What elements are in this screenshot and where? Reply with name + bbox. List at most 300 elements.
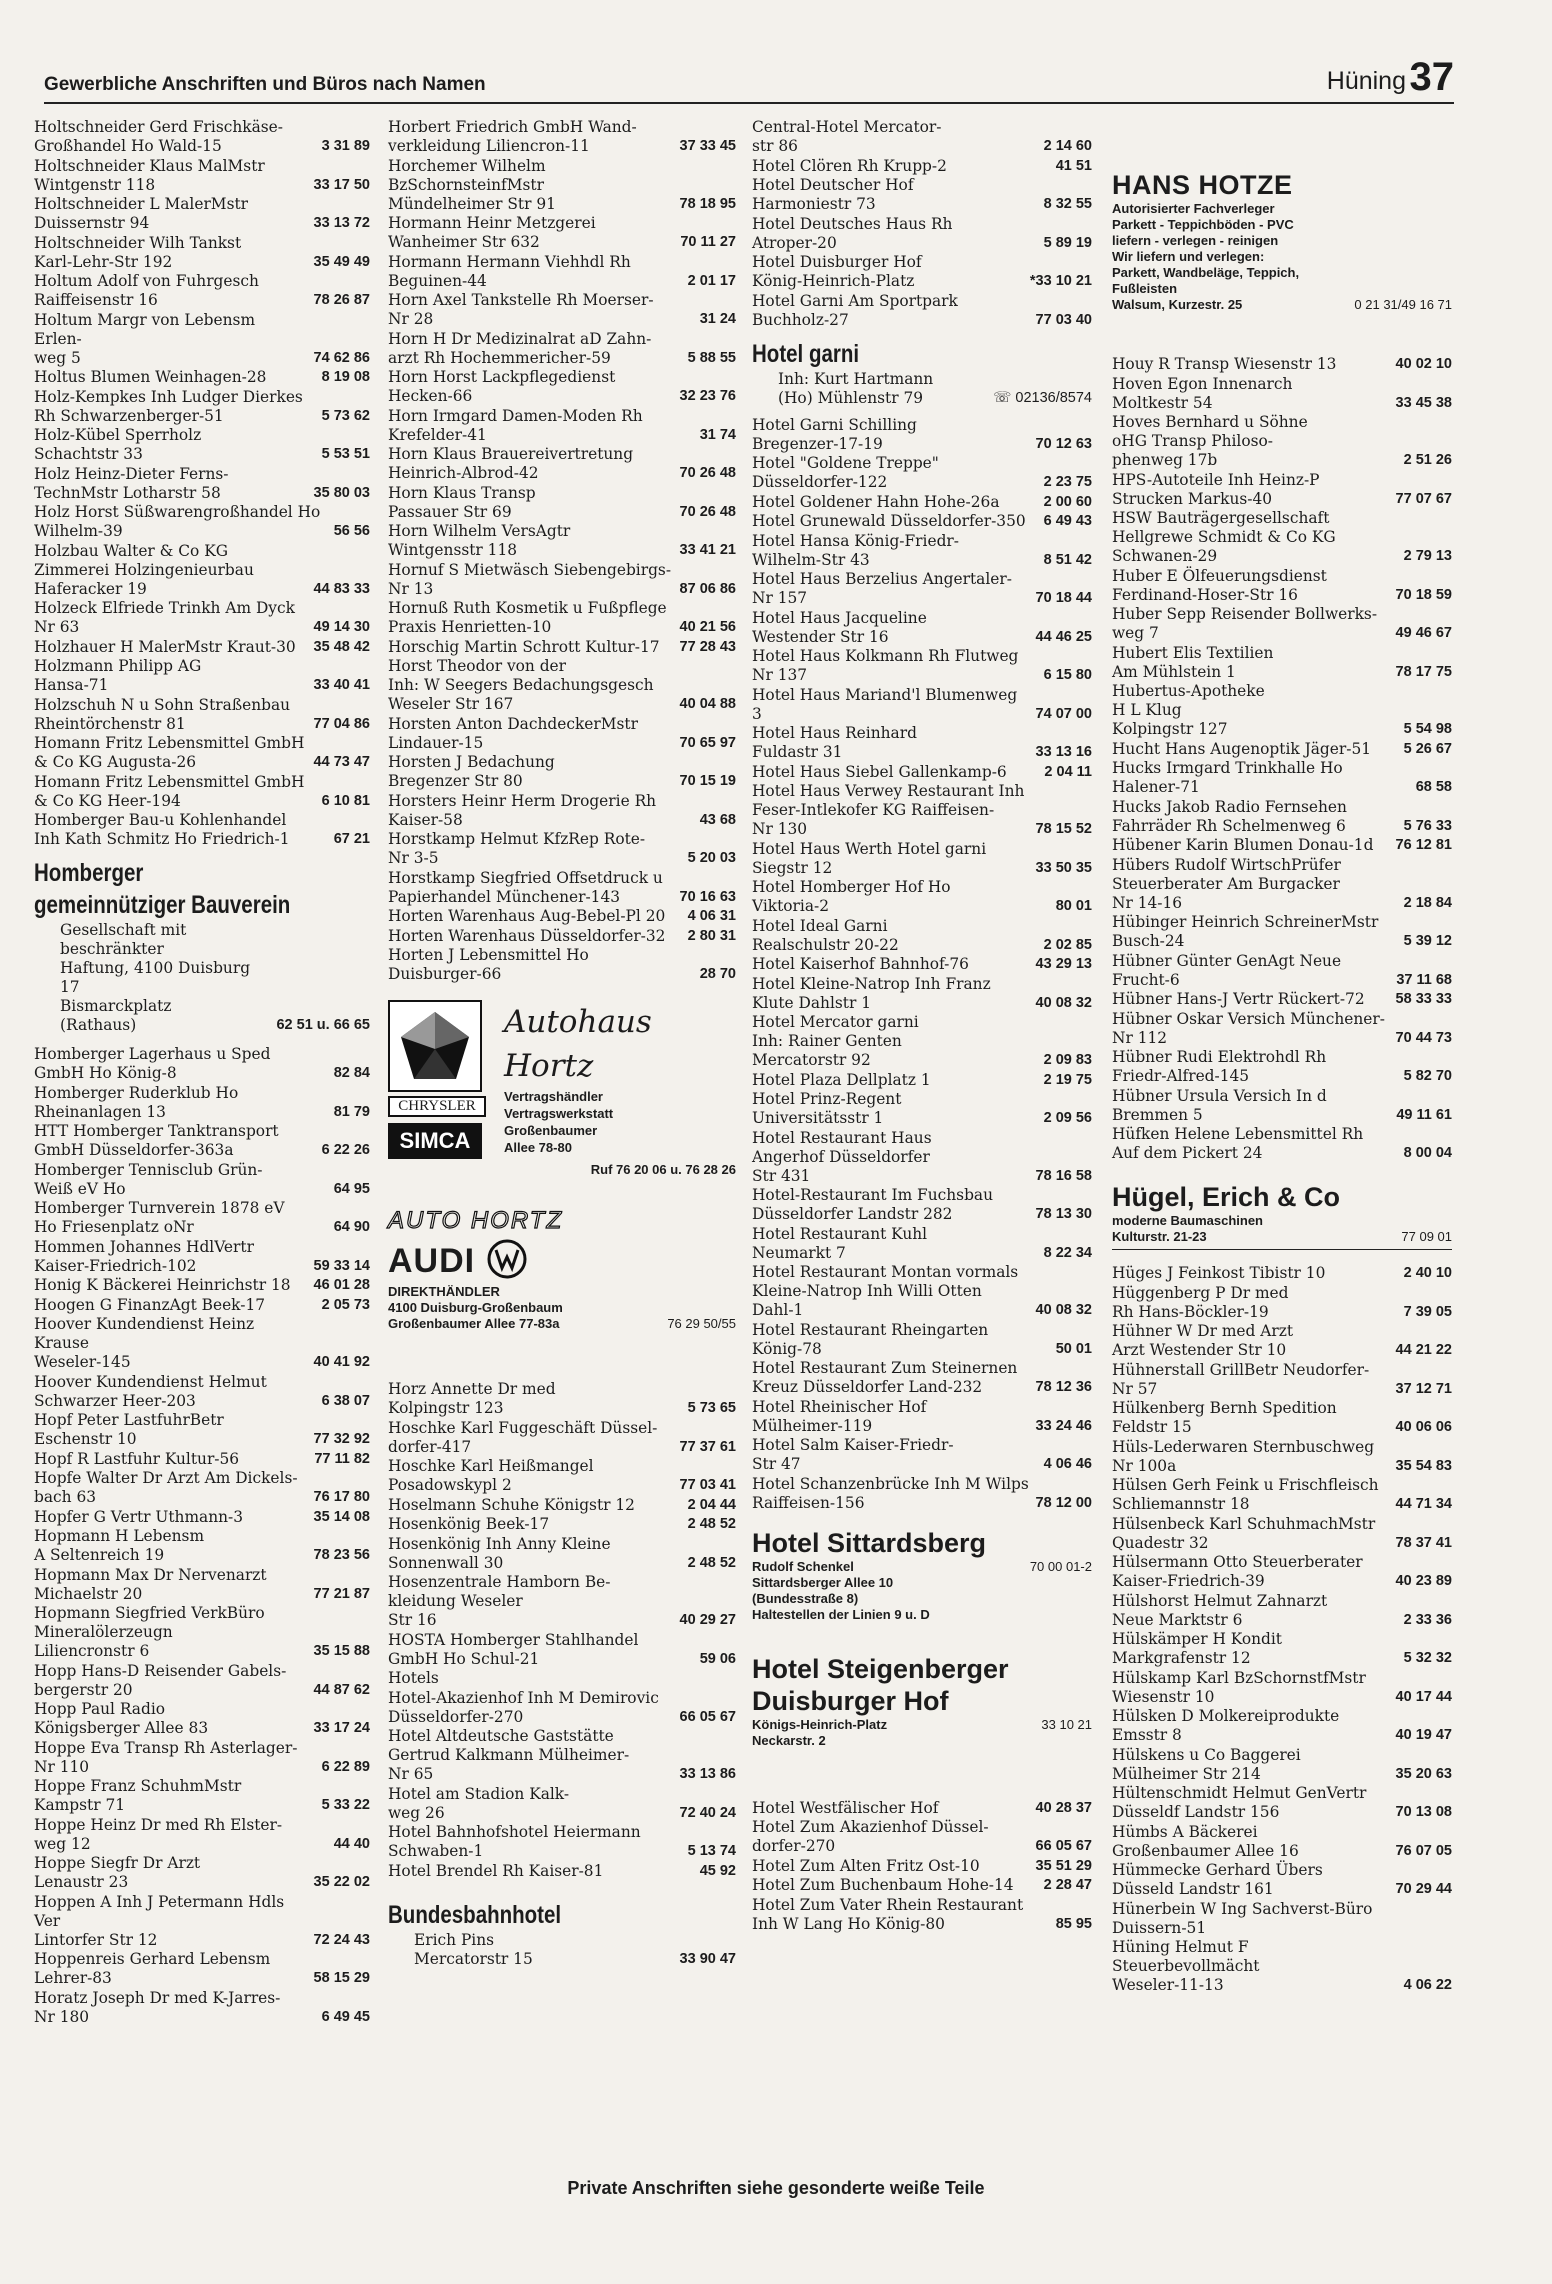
entry-text: Hübener Karin Blumen Donau-1d [1112, 836, 1374, 854]
entry-text: Hosenkönig Beek-17 [388, 1515, 550, 1533]
directory-entry [34, 1296, 370, 1315]
entry-phone: 33 17 24 [313, 1720, 370, 1736]
entry-text: Hotel Restaurant Rheingarten König-78 [752, 1320, 989, 1358]
directory-entry [34, 368, 370, 387]
entry-phone: 49 46 67 [1395, 625, 1452, 641]
entry-text: Holzeck Elfriede Trinkh Am Dyck Nr 63 [34, 599, 295, 636]
entry-phone: 70 18 44 [1035, 590, 1092, 606]
directory-entry [34, 1739, 370, 1777]
directory-entry [388, 1496, 736, 1515]
directory-entry [388, 792, 736, 830]
entry-text: Horn H Dr Medizinalrat aD Zahn- arzt Rh Hochemmericher-59 [388, 329, 652, 367]
entry-text: Horten Warenhaus Düsseldorfer-32 [388, 926, 666, 945]
column-1 [34, 118, 370, 2027]
directory-entry [1112, 1010, 1452, 1048]
entry-text: Honig K Bäckerei Heinrichstr 18 [34, 1276, 291, 1294]
entry-phone: 44 73 47 [313, 754, 370, 770]
directory-entry [34, 1566, 370, 1604]
directory-entry [752, 1225, 1092, 1263]
directory-entry [34, 1700, 370, 1738]
entry-text: Hühner W Dr med Arzt Arzt Westender Str 10 [1112, 1322, 1294, 1359]
directory-entry [388, 927, 736, 946]
entry-phone: 35 22 02 [313, 1874, 370, 1890]
entry-text: Hülsermann Otto Steuerberater Kaiser-Friedrich-39 [1112, 1553, 1363, 1590]
entry-phone: 2 09 83 [1043, 1052, 1092, 1068]
entry-text: Hoppenreis Gerhard Lebensm Lehrer-83 [34, 1950, 271, 1987]
entry-phone: 78 37 41 [1395, 1534, 1452, 1551]
entry-text: Hülskämper H Kondit Markgrafenstr 12 [1112, 1630, 1282, 1667]
directory-entry [1112, 355, 1452, 374]
hans-hotze-ad [1112, 170, 1452, 313]
directory-entry [752, 1071, 1092, 1090]
entry-text: Homberger Turnverein 1878 eV Ho Friesenplatz oNr [34, 1199, 285, 1236]
entry-text: Horstkamp Helmut KfzRep Rote- Nr 3-5 [388, 830, 646, 867]
entry-text: Hopfer G Vertr Uthmann-3 [34, 1507, 244, 1526]
entry-text: Holtschneider Wilh Tankst Karl-Lehr-Str 192 [34, 233, 242, 271]
directory-entry [752, 176, 1092, 214]
entry-text: Holzbau Walter & Co KG Zimmerei Holzingenieurbau Haferacker 19 [34, 541, 254, 598]
entry-phone: 5 73 65 [687, 1400, 736, 1416]
entry-phone: 5 33 22 [321, 1797, 370, 1813]
directory-entry [388, 484, 736, 522]
entry-phone: 56 56 [333, 523, 370, 539]
directory-entry [752, 878, 1092, 916]
entry-text: Hotel Salm Kaiser-Friedr- Str 47 [752, 1436, 954, 1473]
entry-text: Hotel Ideal Garni Realschulstr 20-22 [752, 916, 899, 954]
entry-text: Horsten Anton DachdeckerMstr Lindauer-15 [388, 714, 638, 752]
entry-text: Hotel Haus Verwey Restaurant Inh Feser-Intlekofer KG Raiffeisen- Nr 130 [752, 782, 1025, 838]
steigenberger-address: Königs-Heinrich-Platz [752, 1716, 888, 1732]
audi-ad-heading: AUTO HORTZ [388, 1207, 564, 1234]
directory-entry [1112, 1553, 1452, 1591]
entry-phone: 41 51 [1055, 157, 1092, 174]
entry-phone: 35 49 49 [313, 253, 370, 270]
steigenberger-address-row [752, 1717, 1092, 1733]
directory-entry [34, 1045, 370, 1083]
directory-entry [1112, 1284, 1452, 1322]
entry-phone: 44 87 62 [313, 1681, 370, 1698]
directory-entry [388, 1785, 736, 1823]
entry-text: Hopf R Lastfuhr Kultur-56 [34, 1449, 240, 1468]
directory-entry [34, 1373, 370, 1411]
directory-entry [1112, 375, 1452, 413]
hortz-title: Autohaus Hortz [504, 1004, 652, 1084]
directory-entry [388, 1823, 736, 1861]
entry-text: Hopmann H Lebensm A Seltenreich 19 [34, 1527, 205, 1564]
entry-phone: 80 01 [1055, 898, 1092, 914]
entry-list [1112, 1264, 1452, 1995]
entry-phone: 40 21 56 [679, 619, 736, 635]
homberger-subheading: gemeinnütziger Bauverein [34, 891, 291, 919]
directory-entry [1112, 1361, 1452, 1399]
entry-text: Hotel Kleine-Natrop Inh Franz Klute Dahlstr 1 [752, 974, 991, 1012]
entry-text: Hotel Zum Buchenbaum Hohe-14 [752, 1876, 1014, 1894]
entry-text: Huber E Ölfeuerungsdienst Ferdinand-Hoser-Str 16 [1112, 566, 1327, 604]
entry-text: Horatz Joseph Dr med K-Jarres- Nr 180 [34, 1988, 281, 2026]
directory-entry [34, 272, 370, 310]
directory-entry [388, 561, 736, 599]
entry-text: Horn Klaus Brauereivertretung Heinrich-Albrod-42 [388, 445, 634, 482]
entry-text: Hoppe Siegfr Dr Arzt Lenaustr 23 [34, 1854, 201, 1891]
directory-entry [1112, 759, 1452, 797]
entry-phone: 3 31 89 [321, 138, 370, 154]
entry-text: Hucht Hans Augenoptik Jäger-51 [1112, 739, 1372, 758]
entry-phone: 6 22 89 [321, 1758, 370, 1775]
directory-entry [752, 724, 1092, 762]
entry-phone: 78 26 87 [313, 292, 370, 308]
entry-text: Houy R Transp Wiesenstr 13 [1112, 355, 1337, 373]
entry-text: Homberger Tennisclub Grün- Weiß eV Ho [34, 1160, 263, 1198]
entry-phone: 40 23 89 [1395, 1573, 1452, 1589]
directory-entry [1112, 1861, 1452, 1899]
header-running-name: Hüning [1326, 67, 1406, 95]
entry-phone: 72 40 24 [679, 1804, 736, 1821]
entry-phone: 70 16 63 [679, 888, 736, 905]
directory-entry [388, 253, 736, 291]
entry-text: Holz-Kübel Sperrholz Schachtstr 33 [34, 426, 202, 463]
entry-text: Hotel Haus Reinhard Fuldastr 31 [752, 724, 917, 761]
directory-entry [1112, 1900, 1452, 1938]
entry-text: HPS-Autoteile Inh Heinz-P Strucken Markus-40 [1112, 470, 1320, 508]
entry-text: Horn Wilhelm VersAgtr Wintgensstr 118 [388, 522, 571, 559]
directory-entry [34, 599, 370, 637]
entry-text: Horten Warenhaus Aug-Bebel-Pl 20 [388, 907, 666, 925]
hortz-phone: Ruf 76 20 06 u. 76 28 26 [590, 1162, 736, 1177]
entry-text: Holzmann Philipp AG Hansa-71 [34, 657, 202, 694]
entry-phone: 40 17 44 [1395, 1688, 1452, 1705]
entry-phone: 66 05 67 [679, 1708, 736, 1725]
entry-phone: 6 15 80 [1043, 667, 1092, 683]
entry-text: Hotel Haus Berzelius Angertaler- Nr 157 [752, 570, 1012, 607]
directory-entry [34, 1777, 370, 1815]
entry-phone: 78 23 56 [313, 1547, 370, 1563]
entry-phone: 35 15 88 [313, 1643, 370, 1659]
header-section-title: Gewerbliche Anschriften und Büros nach Namen [44, 74, 486, 95]
directory-entry [34, 1604, 370, 1661]
entry-phone: 8 22 34 [1043, 1244, 1092, 1261]
audi-address-row [388, 1316, 736, 1332]
directory-entry [34, 1199, 370, 1237]
directory-entry [34, 696, 370, 734]
entry-phone: 2 05 73 [321, 1296, 370, 1313]
directory-entry [752, 416, 1092, 454]
entry-phone: 40 29 27 [679, 1612, 736, 1628]
entry-phone: 2 51 26 [1403, 452, 1452, 468]
entry-phone: 2 48 52 [687, 1516, 736, 1532]
entry-text: Hotel Clören Rh Krupp-2 [752, 156, 947, 175]
audi-logo: AUDI [388, 1242, 476, 1280]
entry-phone: 33 40 41 [313, 677, 370, 693]
entry-text: Hüfken Helene Lebensmittel Rh Auf dem Pickert 24 [1112, 1125, 1364, 1162]
entry-phone: 77 04 86 [313, 715, 370, 732]
directory-entry [34, 311, 370, 368]
entry-text: Hotel Brendel Rh Kaiser-81 [388, 1861, 604, 1880]
entry-phone: 8 51 42 [1043, 551, 1092, 568]
directory-entry [34, 1893, 370, 1950]
entry-text: Erich Pins Mercatorstr 15 [414, 1930, 533, 1968]
huegel-address-row [1112, 1229, 1452, 1250]
entry-phone: 33 24 46 [1035, 1417, 1092, 1434]
audi-phone: 76 29 50/55 [667, 1316, 736, 1331]
hortz-line: Großenbaumer [504, 1123, 598, 1138]
entry-text: Hotel Haus Werth Hotel garni Siegstr 12 [752, 839, 987, 877]
entry-phone: 67 21 [333, 831, 370, 847]
entry-phone: 31 24 [699, 311, 736, 327]
entry-phone: 5 53 51 [321, 446, 370, 462]
directory-entry [752, 1436, 1092, 1474]
directory-entry [34, 1662, 370, 1700]
entry-phone: 77 21 87 [313, 1585, 370, 1602]
entry-phone: 77 03 40 [1035, 311, 1092, 328]
huegel-address: Kulturstr. 21-23 [1112, 1229, 1207, 1244]
entry-phone: 6 49 45 [321, 2008, 370, 2025]
entry-list [752, 118, 1092, 330]
entry-text: HTT Homberger Tanktransport GmbH Düsseldorfer-363a [34, 1122, 279, 1159]
entry-phone: 78 12 36 [1035, 1379, 1092, 1395]
entry-text: Hucks Irmgard Trinkhalle Ho Halener-71 [1112, 759, 1343, 796]
entry-text: Hotel Restaurant Haus Angerhof Düsseldorfer Str 431 [752, 1128, 932, 1185]
entry-phone: 40 41 92 [313, 1354, 370, 1370]
entry-list [34, 118, 370, 849]
hotze-line: liefern - verlegen - reinigen [1112, 233, 1279, 248]
hortz-info [488, 1000, 736, 1177]
entry-list [752, 1799, 1092, 1934]
entry-text: HOSTA Homberger Stahlhandel GmbH Ho Schul-21 [388, 1630, 639, 1668]
directory-entry [1112, 1784, 1452, 1822]
sittardsberg-name-row [752, 1559, 1092, 1575]
entry-list [34, 1045, 370, 2027]
hotze-line: Autorisierter Fachverleger [1112, 201, 1275, 216]
entry-text: Hülsen Gerh Feink u Frischfleisch Schliemannstr 18 [1112, 1476, 1379, 1513]
directory-entry [34, 773, 370, 811]
directory-entry [388, 291, 736, 329]
directory-entry [1112, 605, 1452, 643]
entry-text: Gesellschaft mit beschränkter Haftung, 4100 Duisburg 17 Bismarckplatz (Rathaus) [60, 921, 251, 1034]
entry-phone: 59 06 [699, 1650, 736, 1667]
steigenberger-title: Hotel Steigenberger [752, 1653, 1009, 1684]
entry-phone: 33 17 50 [313, 176, 370, 193]
directory-entry [388, 1862, 736, 1881]
entry-text: Hoppe Franz SchuhmMstr Kampstr 71 [34, 1777, 242, 1814]
directory-entry [388, 715, 736, 753]
entry-phone: 2 04 11 [1044, 763, 1092, 780]
entry-list [388, 1380, 736, 1881]
entry-phone: 87 06 86 [679, 580, 736, 597]
entry-phone: 2 19 75 [1043, 1071, 1092, 1088]
chrysler-label: CHRYSLER [388, 1096, 486, 1117]
entry-phone: 2 04 44 [687, 1496, 736, 1513]
directory-entry [34, 195, 370, 233]
steigenberger-line: Neckarstr. 2 [752, 1732, 826, 1748]
audi-hortz-ad [388, 1207, 736, 1332]
entry-text: Hommen Johannes HdlVertr Kaiser-Friedrich-102 [34, 1237, 254, 1275]
entry-phone: 62 51 u. 66 65 [276, 1017, 370, 1033]
entry-text: Hoschke Karl Fuggeschäft Düssel- dorfer-417 [388, 1418, 658, 1456]
entry-phone: 72 24 43 [313, 1931, 370, 1948]
entry-text: Hüges J Feinkost Tibistr 10 [1112, 1264, 1326, 1282]
entry-text: Hosenkönig Inh Anny Kleine Sonnenwall 30 [388, 1534, 611, 1572]
entry-text: Hotel-Restaurant Im Fuchsbau Düsseldorfer Landstr 282 [752, 1186, 994, 1223]
directory-entry [34, 1122, 370, 1160]
entry-phone: 70 12 63 [1035, 435, 1092, 452]
entry-text: Hübner Ursula Versich In d Bremmen 5 [1112, 1086, 1327, 1124]
entry-phone: 40 02 10 [1395, 356, 1452, 372]
entry-phone: 2 28 47 [1043, 1877, 1092, 1893]
entry-phone: 5 26 67 [1403, 740, 1452, 757]
directory-entry [752, 686, 1092, 724]
entry-phone: 58 33 33 [1395, 991, 1452, 1007]
entry-phone: 74 07 00 [1035, 705, 1092, 722]
entry-text: Hopmann Siegfried VerkBüro Mineralölerzeugn Liliencronstr 6 [34, 1604, 265, 1660]
entry-phone: 33 13 16 [1035, 744, 1092, 760]
directory-entry [1112, 836, 1452, 855]
sittardsberg-line: Sittardsberger Allee 10 [752, 1574, 894, 1590]
directory-entry [34, 118, 370, 156]
directory-entry [34, 1084, 370, 1122]
directory-entry [1112, 1592, 1452, 1630]
directory-entry [34, 1950, 370, 1988]
directory-entry [388, 1535, 736, 1573]
directory-entry [34, 1854, 370, 1892]
column-4 [1112, 118, 1452, 1996]
entry-phone: 77 07 67 [1395, 490, 1452, 507]
entry-phone: 70 26 48 [679, 503, 736, 520]
entry-text: Hülshorst Helmut Zahnarzt Neue Marktstr 6 [1112, 1591, 1328, 1629]
entry-text: Homberger Bau-u Kohlenhandel Inh Kath Schmitz Ho Friedrich-1 [34, 811, 290, 848]
entry-phone: 44 46 25 [1035, 628, 1092, 645]
entry-phone: 28 70 [699, 966, 736, 982]
entry-text: Horn Axel Tankstelle Rh Moerser- Nr 28 [388, 291, 654, 328]
hotel-sittardsberg-ad [752, 1527, 1092, 1623]
directory-entry [34, 1276, 370, 1295]
hotze-title: HANS HOTZE [1112, 170, 1293, 200]
entry-text: Horst Theodor von der Inh: W Seegers Bedachungsgesch Weseler Str 167 [388, 657, 654, 713]
huegel-title: Hügel, Erich & Co [1112, 1182, 1341, 1212]
entry-phone: 44 83 33 [313, 580, 370, 597]
entry-phone: 85 95 [1055, 1915, 1092, 1932]
directory-entry [752, 1090, 1092, 1128]
directory-entry [34, 542, 370, 599]
entry-text: Hotel Homberger Hof Ho Viktoria-2 [752, 878, 951, 915]
directory-entry [752, 1013, 1092, 1070]
entry-text: Hüggenberg P Dr med Rh Hans-Böckler-19 [1112, 1283, 1289, 1321]
entry-phone: 78 18 95 [679, 195, 736, 212]
entry-phone: 74 62 86 [313, 349, 370, 366]
directory-entry [752, 253, 1092, 291]
directory-entry [34, 811, 370, 849]
entry-phone: 5 20 03 [687, 850, 736, 866]
entry-phone: 5 76 33 [1403, 817, 1452, 834]
homberger-heading: Homberger [34, 859, 144, 887]
directory-entry [34, 1161, 370, 1199]
entry-text: Hotel Bahnhofshotel Heiermann Schwaben-1 [388, 1823, 641, 1860]
huegel-line: moderne Baumaschinen [1112, 1213, 1263, 1228]
entry-text: Hotel "Goldene Treppe" Düsseldorfer-122 [752, 454, 939, 491]
entry-text: Hotel Kaiserhof Bahnhof-76 [752, 955, 969, 973]
directory-entry [1112, 1048, 1452, 1086]
sittardsberg-name: Rudolf Schenkel [752, 1558, 854, 1574]
steigenberger-subtitle: Duisburger Hof [752, 1685, 949, 1716]
entry-phone: 46 01 28 [313, 1277, 370, 1293]
entry-phone: 35 80 03 [313, 484, 370, 501]
directory-entry [34, 157, 370, 195]
hotze-phone: 0 21 31/49 16 71 [1354, 297, 1452, 312]
directory-entry [752, 532, 1092, 570]
entry-phone: 70 26 48 [679, 465, 736, 481]
entry-phone: 5 54 98 [1403, 721, 1452, 737]
entry-phone: 44 21 22 [1395, 1342, 1452, 1358]
directory-entry [752, 609, 1092, 647]
directory-entry [34, 1508, 370, 1527]
entry-text: Homann Fritz Lebensmittel GmbH & Co KG Augusta-26 [34, 734, 305, 771]
entry-phone: 6 10 81 [321, 792, 370, 809]
entry-phone: 49 14 30 [313, 619, 370, 635]
directory-entry [1112, 1823, 1452, 1861]
directory-entry [1112, 856, 1452, 913]
column-3 [752, 118, 1092, 1934]
entry-phone: 2 79 13 [1403, 548, 1452, 564]
entry-text: Hüning Helmut F Steuerbevollmächt Weseler-11-13 [1112, 1938, 1260, 1994]
entry-text: Hotel Garni Schilling Bregenzer-17-19 [752, 415, 917, 453]
entry-text: Hotel Garni Am Sportpark Buchholz-27 [752, 291, 958, 329]
entry-phone: 59 33 14 [313, 1257, 370, 1274]
entry-phone: 50 01 [1055, 1340, 1092, 1357]
entry-text: Hoogen G FinanzAgt Beek-17 [34, 1295, 266, 1314]
column-2 [388, 118, 736, 1969]
sittardsberg-phone: 70 00 01-2 [1029, 1558, 1092, 1574]
entry-text: Hotel Restaurant Kuhl Neumarkt 7 [752, 1224, 928, 1262]
entry-text: Hotel Zum Alten Fritz Ost-10 [752, 1856, 980, 1875]
directory-entry [1112, 1399, 1452, 1437]
directory-entry [34, 1816, 370, 1854]
entry-text: Hühnerstall GrillBetr Neudorfer- Nr 57 [1112, 1360, 1370, 1398]
entry-text: Homann Fritz Lebensmittel GmbH & Co KG Heer-194 [34, 772, 305, 810]
directory-entry [388, 830, 736, 868]
entry-text: Hormann Hermann Viehhdl Rh Beguinen-44 [388, 252, 631, 290]
entry-phone: 5 73 62 [321, 407, 370, 424]
entry-phone: 44 40 [333, 1835, 370, 1852]
entry-text: Hülsken D Molkereiprodukte Emsstr 8 [1112, 1707, 1340, 1744]
directory-entry [34, 1315, 370, 1372]
bundesbahnhotel-heading: Bundesbahnhotel [388, 1900, 562, 1929]
entry-text: Hülskens u Co Baggerei Mülheimer Str 214 [1112, 1745, 1301, 1783]
directory-entry [388, 157, 736, 214]
entry-phone: 70 18 59 [1395, 586, 1452, 603]
audi-line: DIREKTHÄNDLER [388, 1284, 500, 1299]
entry-text: Holtum Adolf von Fuhrgesch Raiffeisenstr 16 [34, 272, 259, 309]
entry-phone: 32 23 76 [679, 388, 736, 404]
entry-text: Hoover Kundendienst Helmut Schwarzer Heer-203 [34, 1372, 267, 1410]
directory-entry [1112, 952, 1452, 990]
entry-list [1112, 355, 1452, 1163]
hotze-line: Parkett - Teppichböden - PVC [1112, 217, 1294, 232]
entry-phone: 33 13 86 [679, 1766, 736, 1782]
directory-entry [1112, 1087, 1452, 1125]
directory-entry [34, 1989, 370, 2027]
directory-entry [34, 1411, 370, 1449]
entry-text: Hotel am Stadion Kalk- weg 26 [388, 1784, 570, 1822]
entry-text: HSW Bauträgergesellschaft Hellgrewe Schmidt & Co KG Schwanen-29 [1112, 509, 1336, 565]
entry-text: Hornuf S Mietwäsch Siebengebirgs- Nr 13 [388, 560, 672, 598]
directory-entry [388, 599, 736, 637]
directory-entry [388, 407, 736, 445]
directory-entry [752, 1129, 1092, 1186]
hotze-line: Parkett, Wandbeläge, Teppich, [1112, 265, 1300, 280]
hotel-garni-heading: Hotel garni [752, 339, 860, 368]
directory-entry [34, 638, 370, 657]
entry-phone: 35 20 63 [1395, 1765, 1452, 1782]
entry-phone: 78 16 58 [1035, 1167, 1092, 1184]
